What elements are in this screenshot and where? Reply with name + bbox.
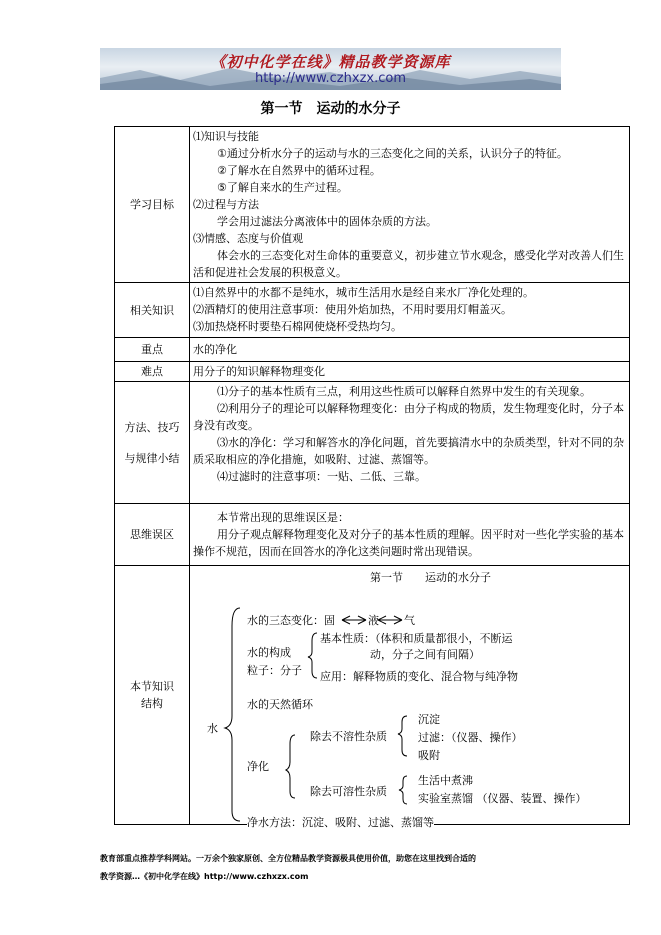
states-liquid: 液 xyxy=(368,614,379,627)
methods-line: ⑷过滤时的注意事项：一贴、二低、三靠。 xyxy=(217,470,426,483)
goals-row xyxy=(115,127,630,283)
footer-line: 教育部重点推荐学科网站。一万余个独家原创、全方位精品教学资源极具使用价值，助您在这里找到合适的 xyxy=(100,854,476,863)
related-content xyxy=(190,283,630,338)
keypoint-row xyxy=(115,338,630,362)
difficulty-row xyxy=(115,362,630,382)
keypoint-label: 重点 xyxy=(115,338,190,362)
bracket-lines-icon xyxy=(190,566,630,824)
methods-line: ⑶水的净化：学习和解答水的净化问题，首先要搞清水中的杂质类型，针对不同的杂质采取相应的净化措施，如吸附、过滤、蒸馏等。 xyxy=(193,436,624,466)
purify-label: 净化 xyxy=(247,760,269,773)
knowledge-structure-diagram xyxy=(190,566,629,829)
related-row xyxy=(115,283,630,338)
goals-content xyxy=(190,127,630,283)
structure-content xyxy=(190,566,630,829)
related-line: ⑴自然界中的水都不是纯水，城市生活用水是经自来水厂净化处理的。 xyxy=(193,286,534,299)
goals-line: ⑶情感、态度与价值观 xyxy=(193,232,303,245)
page-title: 第一节 运动的水分子 xyxy=(260,101,401,117)
application: 应用：解释物质的变化、混合物与纯净物 xyxy=(320,670,518,683)
mistakes-line: 本节常出现的思维误区是： xyxy=(217,511,349,524)
water-label: 水 xyxy=(207,722,218,735)
methods-line: ⑴分子的基本性质有三点，利用这些性质可以解释自然界中发生的有关现象。 xyxy=(217,385,591,398)
purify-methods: 净水方法：沉淀、吸附、过滤、蒸馏等 xyxy=(247,816,434,829)
related-label: 相关知识 xyxy=(115,283,190,338)
banner-url[interactable]: http://www.czhxzx.com xyxy=(255,71,406,86)
structure-label-line: 本节知识 xyxy=(130,680,174,693)
composition-1: 水的构成 xyxy=(247,646,291,659)
composition-2: 粒子：分子 xyxy=(247,664,302,677)
methods-label xyxy=(115,382,190,504)
structure-title: 第一节 运动的水分子 xyxy=(370,571,491,584)
settle-label: 沉淀 xyxy=(418,713,440,726)
difficulty-label: 难点 xyxy=(115,362,190,382)
goals-line: 学会用过滤法分离液体中的固体杂质的方法。 xyxy=(217,215,437,228)
goals-line: ②了解水在自然界中的循环过程。 xyxy=(217,164,381,177)
mistakes-row xyxy=(115,504,630,566)
distill-label: 实验室蒸馏 （仪器、装置、操作） xyxy=(418,792,587,805)
structure-label xyxy=(115,566,190,825)
filter-label: 过滤：（仪器、操作） xyxy=(418,731,523,744)
goals-line: ⑵过程与方法 xyxy=(193,198,259,211)
goals-line: 体会水的三态变化对生命体的重要意义，初步建立节水观念，感受化学对改善人们生活和促进社会发展的积极意义。 xyxy=(193,249,624,279)
goals-line: ①通过分析水分子的运动与水的三态变化之间的关系，认识分子的特征。 xyxy=(217,147,568,160)
mistakes-content xyxy=(190,504,630,566)
states-gas: 气 xyxy=(404,614,415,627)
adsorb-label: 吸附 xyxy=(418,749,440,762)
goals-line: ⑤了解自来水的生产过程。 xyxy=(217,181,348,194)
methods-row xyxy=(115,382,630,504)
natural-cycle: 水的天然循环 xyxy=(247,698,313,711)
soluble-label: 除去可溶性杂质 xyxy=(310,785,387,798)
methods-label-line: 方法、技巧 xyxy=(124,420,180,434)
goals-label: 学习目标 xyxy=(115,127,190,283)
site-banner xyxy=(100,48,561,90)
mistakes-line: 用分子观点解释物理变化及对分子的基本性质的理解。因平时对一些化学实验的基本操作不规范，因而在回答水的净化这类问题时常出现错误。 xyxy=(193,528,624,558)
difficulty-content: 用分子的知识解释物理变化 xyxy=(190,362,630,382)
footer-link[interactable]: 教学资源…《初中化学在线》http://www.czhxzx.com xyxy=(100,872,309,881)
structure-row xyxy=(115,566,630,825)
goals-line: ⑴知识与技能 xyxy=(193,130,259,143)
related-line: ⑵酒精灯的使用注意事项：使用外焰加热，不用时要用灯帽盖灭。 xyxy=(193,303,512,316)
structure-label-line: 结构 xyxy=(141,697,163,710)
boil-label: 生活中煮沸 xyxy=(418,774,473,787)
methods-line: ⑵利用分子的理论可以解释物理变化：由分子构成的物质，发生物理变化时，分子本身没有改变。 xyxy=(193,402,624,432)
methods-content xyxy=(190,382,630,504)
related-line: ⑶加热烧杯时要垫石棉网使烧杯受热均匀。 xyxy=(193,320,402,333)
insoluble-label: 除去不溶性杂质 xyxy=(310,730,387,743)
banner-title: 《初中化学在线》精品教学资源库 xyxy=(210,53,451,71)
states-prefix: 水的三态变化：固 xyxy=(247,614,335,627)
basic-properties-2: 动，分子之间有间隔） xyxy=(370,648,480,661)
basic-properties: 基本性质：（体积和质量都很小，不断运 xyxy=(320,632,513,645)
methods-label-line: 与规律小结 xyxy=(124,451,180,465)
lesson-table xyxy=(114,126,630,829)
keypoint-content: 水的净化 xyxy=(190,338,630,362)
mistakes-label: 思维误区 xyxy=(115,504,190,566)
